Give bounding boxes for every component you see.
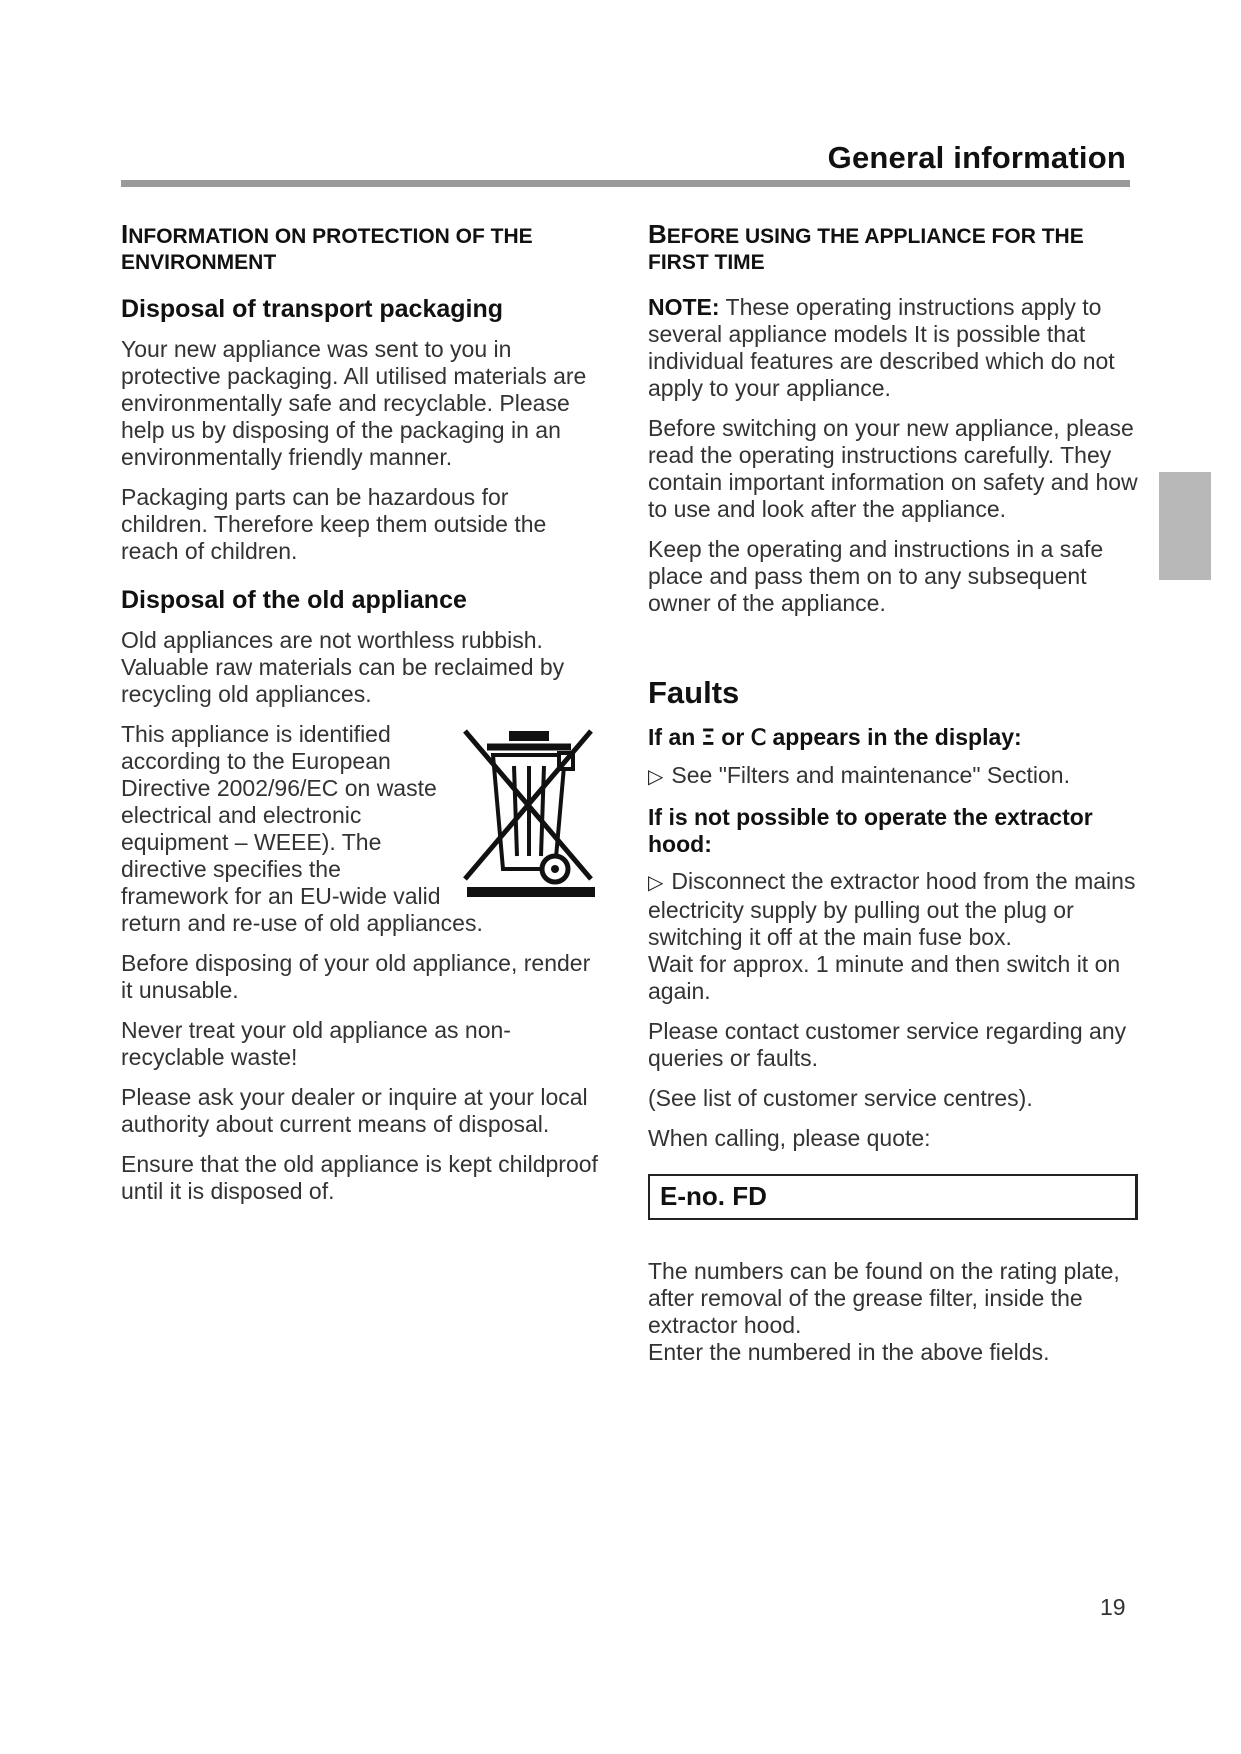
- service-list-note: (See list of customer service centres).: [648, 1085, 1033, 1111]
- display-fault-question: If an Ξ or Ⅽ appears in the display:: [648, 724, 1022, 751]
- e-number-field: E-no. FD: [648, 1174, 1138, 1220]
- right-column: [648, 221, 1138, 1379]
- side-tab-marker: [1159, 472, 1211, 580]
- note-paragraph: [648, 294, 1138, 402]
- triangle-bullet-icon: ▷: [648, 766, 664, 788]
- when-calling-text: When calling, please quote:: [648, 1125, 931, 1151]
- weee-block: [121, 721, 601, 937]
- display-symbol-2: Ⅽ: [750, 726, 767, 751]
- display-symbol-1: Ξ: [701, 726, 715, 751]
- operate-fault-answer: ▷ Disconnect the extractor hood from the mains electricity supply by pulling out the plug or switching it off at the main fuse box.: [648, 868, 1136, 950]
- header-rule: [121, 180, 1130, 187]
- note-text: These operating instructions apply to several appliance models It is possible that individual features are described which do not apply to your appliance.: [648, 294, 1115, 401]
- section-heading-environment: INFORMATION ON PROTECTION OF THE ENVIRONMENT: [121, 219, 533, 274]
- operate-fault-answer-2: Wait for approx. 1 minute and then switch it on again.: [648, 951, 1121, 1004]
- left-column: [121, 221, 601, 1218]
- first-use-paragraph-3: Keep the operating and instructions in a safe place and pass them on to any subsequent owner of the appliance.: [648, 536, 1104, 616]
- old-appliance-paragraph-5: Please ask your dealer or inquire at your local authority about current means of disposal.: [121, 1084, 588, 1137]
- old-appliance-paragraph-2: This appliance is identified according to the European Directive 2002/96/EC on waste electrical and electronic equipment – WEEE). The directive specifies the framework for an EU-wide valid return and re-use of old appliances.: [121, 721, 483, 936]
- transport-paragraph-1: Your new appliance was sent to you in protective packaging. All utilised materials are environmentally safe and recyclable. Please help us by disposing of the packaging in an environmentally friendly manner.: [121, 336, 587, 470]
- faults-heading: Faults: [648, 675, 740, 710]
- page-title: General information: [827, 140, 1126, 175]
- old-appliance-paragraph-6: Ensure that the old appliance is kept childproof until it is disposed of.: [121, 1151, 598, 1204]
- transport-packaging-heading: Disposal of transport packaging: [121, 295, 504, 323]
- contact-paragraph: Please contact customer service regarding any queries or faults.: [648, 1018, 1127, 1071]
- first-use-paragraph-2: Before switching on your new appliance, please read the operating instructions carefully. They contain important information on safety and how to use and look after the appliance.: [648, 415, 1138, 522]
- operate-fault-question: If is not possible to operate the extractor hood:: [648, 804, 1093, 857]
- old-appliance-heading: Disposal of the old appliance: [121, 586, 467, 614]
- triangle-bullet-icon: ▷: [648, 872, 664, 894]
- crossed-out-wheelie-bin-icon: [459, 721, 599, 899]
- old-appliance-paragraph-3: Before disposing of your old appliance, render it unusable.: [121, 950, 591, 1003]
- page-number: 19: [1100, 1594, 1126, 1620]
- rating-plate-paragraph: The numbers can be found on the rating plate, after removal of the grease filter, inside the extractor hood.: [648, 1258, 1120, 1338]
- enter-numbers-paragraph: Enter the numbered in the above fields.: [648, 1339, 1050, 1365]
- old-appliance-paragraph-4: Never treat your old appliance as non-recyclable waste!: [121, 1017, 511, 1070]
- old-appliance-paragraph-1: Old appliances are not worthless rubbish. Valuable raw materials can be reclaimed by recycling old appliances.: [121, 627, 565, 707]
- note-label: NOTE:: [648, 294, 720, 320]
- display-fault-answer: ▷ See "Filters and maintenance" Section.: [648, 762, 1070, 788]
- section-heading-first-use: BEFORE USING THE APPLIANCE FOR THE FIRST TIME: [648, 219, 1084, 274]
- transport-paragraph-2: Packaging parts can be hazardous for children. Therefore keep them outside the reach of children.: [121, 484, 547, 564]
